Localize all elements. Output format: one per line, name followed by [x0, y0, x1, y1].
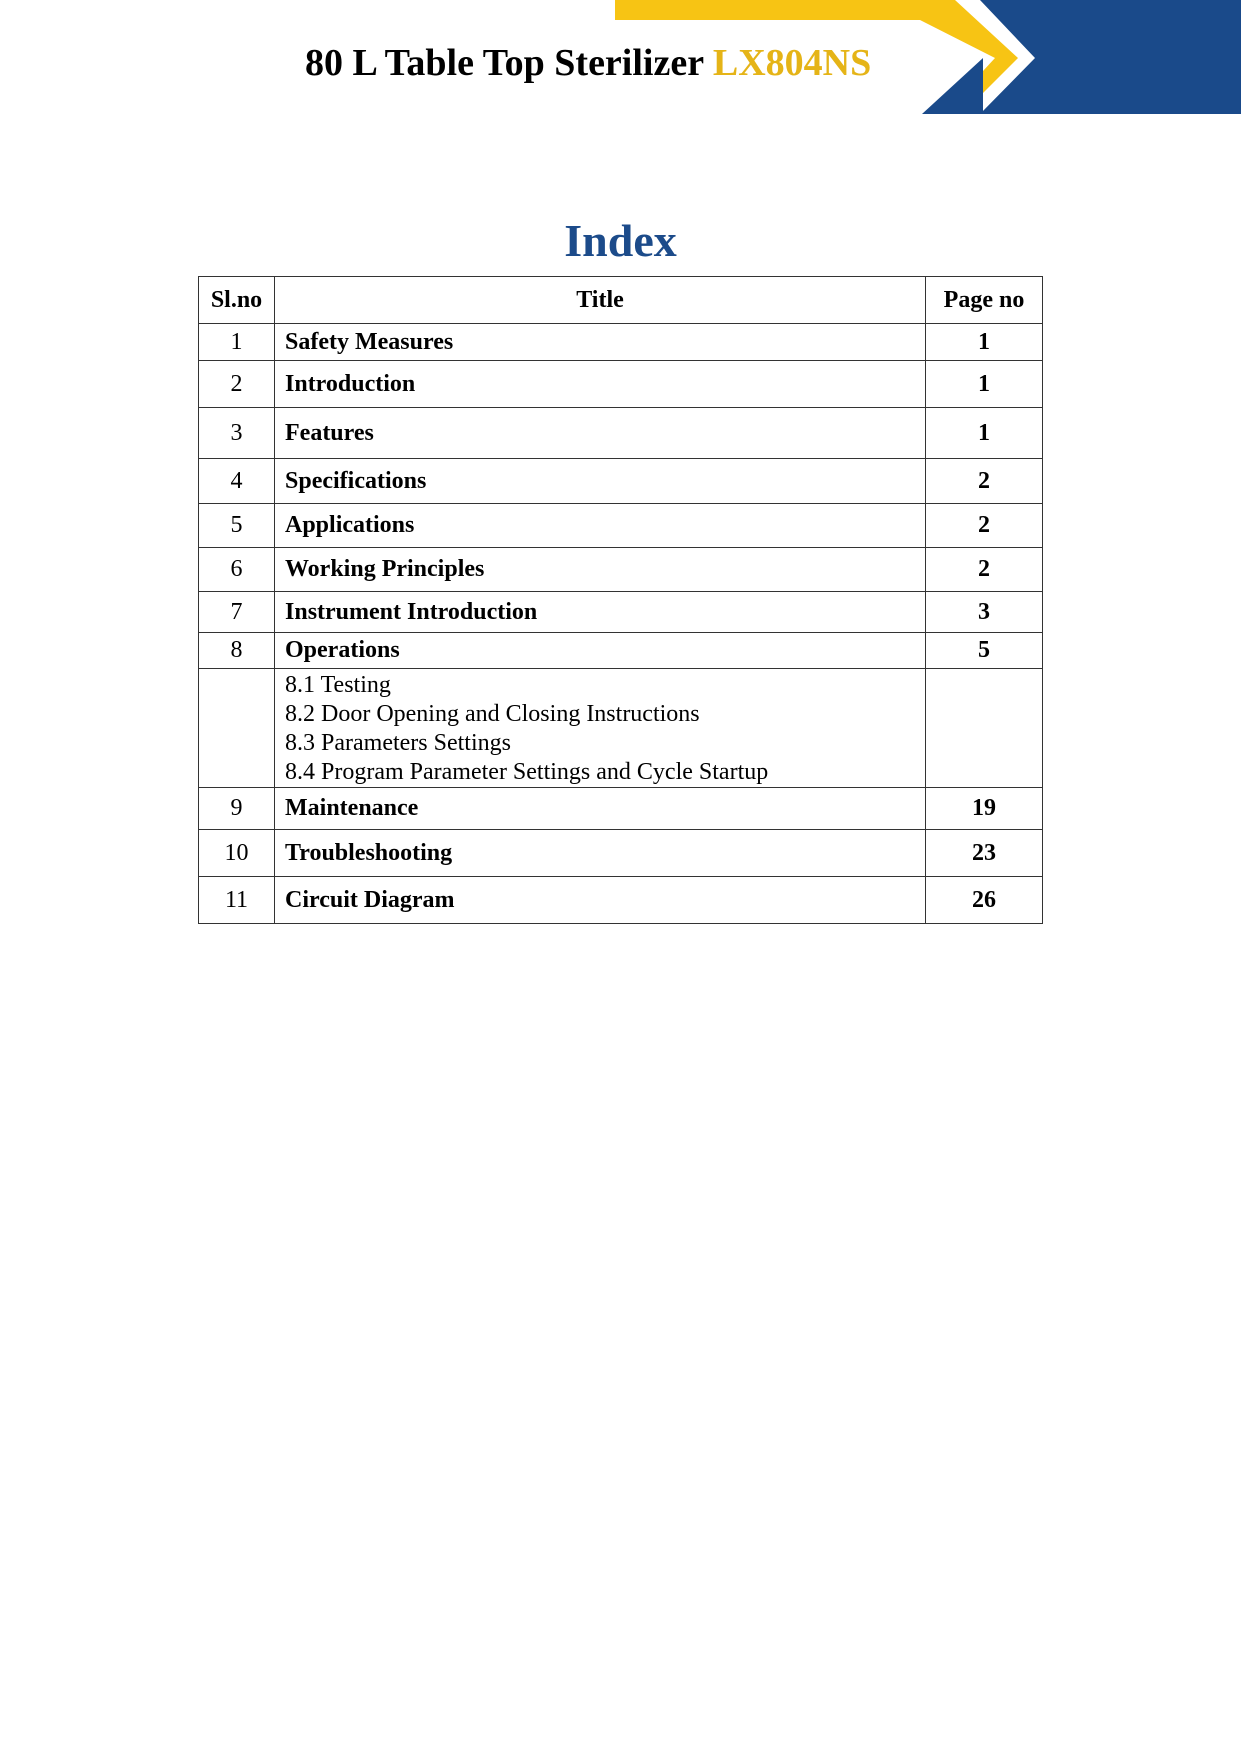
subsection-list — [285, 669, 915, 787]
table-row — [199, 548, 1043, 592]
column-header-sl-no: Sl.no — [199, 277, 275, 324]
table-row — [199, 633, 1043, 669]
row-page-no: 23 — [926, 830, 1043, 877]
document-title-model: LX804NS — [712, 42, 872, 84]
row-page-no: 5 — [926, 633, 1043, 669]
row-title: Instrument Introduction — [275, 592, 926, 633]
subsection-item: 8.2 Door Opening and Closing Instructions — [285, 701, 700, 727]
row-sl-no: 4 — [199, 459, 275, 504]
table-row — [199, 324, 1043, 361]
row-title: Introduction — [275, 361, 926, 408]
column-header-title: Title — [275, 277, 926, 324]
row-sl-no-empty — [199, 669, 275, 788]
row-page-no: 1 — [926, 408, 1043, 459]
table-row — [199, 830, 1043, 877]
row-title: Working Principles — [275, 548, 926, 592]
table-row — [199, 592, 1043, 633]
subsection-item: 8.1 Testing — [285, 672, 391, 698]
row-title: Operations — [275, 633, 926, 669]
navy-block — [980, 0, 1241, 114]
operations-subsections — [275, 669, 926, 788]
table-header-row — [199, 277, 1043, 324]
table-row-subsections — [199, 669, 1043, 788]
document-title-main: 80 L Table Top Sterilizer — [305, 42, 704, 84]
row-title: Maintenance — [275, 788, 926, 830]
row-title: Applications — [275, 504, 926, 548]
row-page-no: 2 — [926, 504, 1043, 548]
index-heading: Index — [564, 215, 677, 266]
navy-triangle — [922, 58, 983, 114]
document-title — [305, 44, 871, 82]
row-sl-no: 6 — [199, 548, 275, 592]
row-title: Specifications — [275, 459, 926, 504]
index-table — [198, 276, 1043, 924]
row-sl-no: 8 — [199, 633, 275, 669]
row-page-no: 1 — [926, 361, 1043, 408]
row-page-no: 2 — [926, 459, 1043, 504]
table-row — [199, 504, 1043, 548]
row-title: Troubleshooting — [275, 830, 926, 877]
row-sl-no: 11 — [199, 877, 275, 924]
table-row — [199, 877, 1043, 924]
row-sl-no: 5 — [199, 504, 275, 548]
table-row — [199, 361, 1043, 408]
row-title: Safety Measures — [275, 324, 926, 361]
row-sl-no: 3 — [199, 408, 275, 459]
row-sl-no: 2 — [199, 361, 275, 408]
row-sl-no: 7 — [199, 592, 275, 633]
column-header-page-no: Page no — [926, 277, 1043, 324]
row-sl-no: 10 — [199, 830, 275, 877]
row-page-no: 26 — [926, 877, 1043, 924]
row-title: Features — [275, 408, 926, 459]
row-page-no: 3 — [926, 592, 1043, 633]
row-page-no: 1 — [926, 324, 1043, 361]
row-page-no: 19 — [926, 788, 1043, 830]
row-page-no-empty — [926, 669, 1043, 788]
subsection-item: 8.4 Program Parameter Settings and Cycle Startup — [285, 759, 769, 785]
row-sl-no: 9 — [199, 788, 275, 830]
table-row — [199, 459, 1043, 504]
table-row — [199, 788, 1043, 830]
row-sl-no: 1 — [199, 324, 275, 361]
row-page-no: 2 — [926, 548, 1043, 592]
subsection-item: 8.3 Parameters Settings — [285, 730, 511, 756]
table-row — [199, 408, 1043, 459]
row-title: Circuit Diagram — [275, 877, 926, 924]
